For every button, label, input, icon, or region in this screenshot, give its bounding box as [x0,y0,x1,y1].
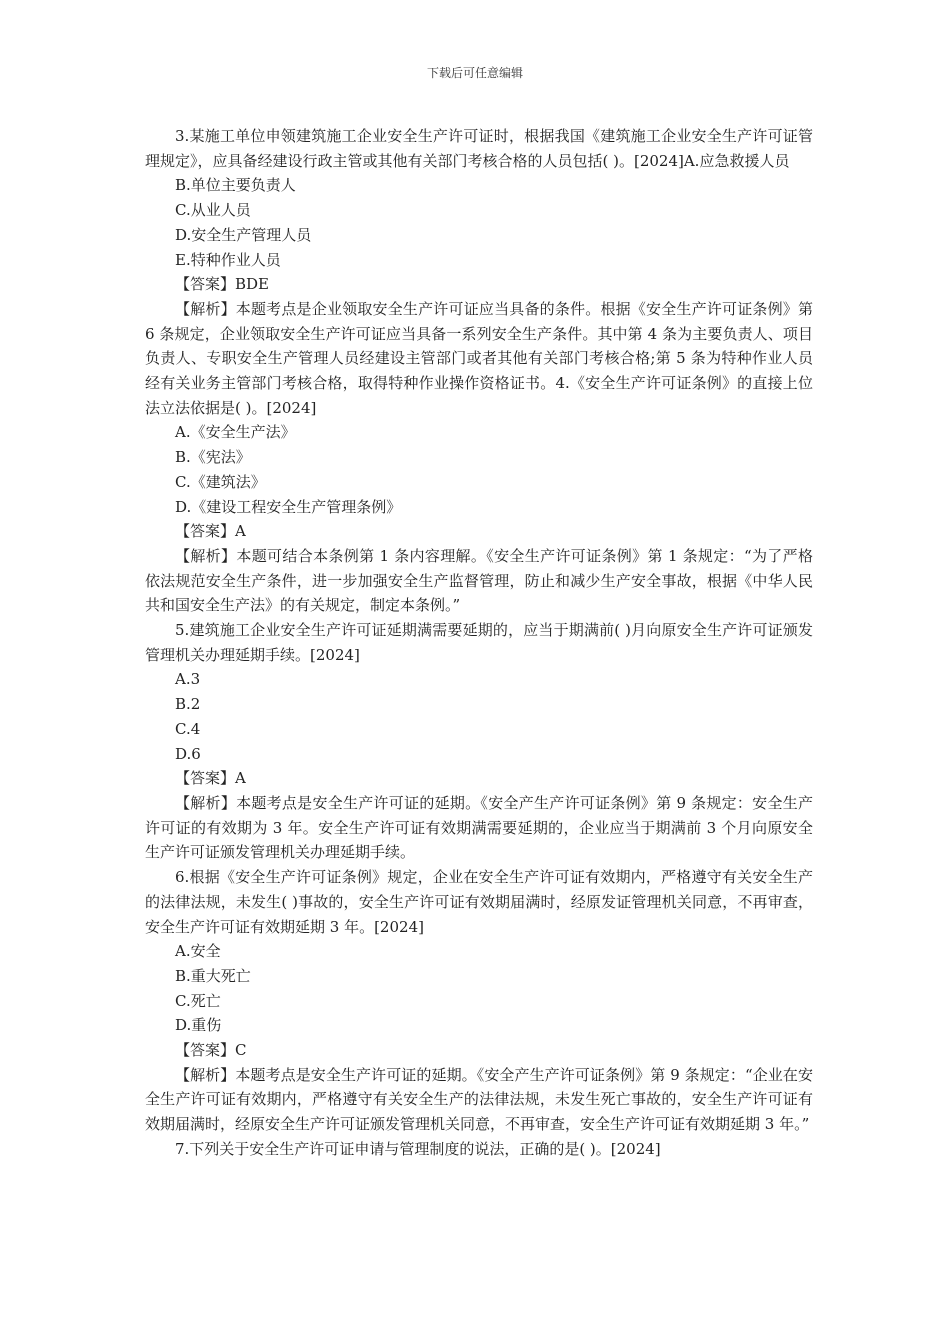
document-body [145,124,813,1162]
question-6-text: 6.根据《安全生产许可证条例》规定，企业在安全生产许可证有效期内，严格遵守有关安全生产的法律法规，未发生( )事故的，安全生产许可证有效期届满时，经原发证管理机关同意，不再审查，安全生产许可证有效期延期 3 年。[2024] [145,868,813,936]
q3-analysis: 【解析】本题考点是企业领取安全生产许可证应当具备的条件。根据《安全生产许可证条例》第 6 条规定，企业领取安全生产许可证应当具备一系列安全生产条件。其中第 4 条为主要负责人、项目负责人、专职安全生产管理人员经建设主管部门或者其他有关部门考核合格;第 5 条为特种作业人员经有关业务主管部门考核合格，取得特种作业操作资格证书。4.《安全生产许可证条例》的直接上位法立法依据是( )。[2024] [145,299,813,417]
q4-option-a: A.《安全生产法》 [175,423,296,442]
q3-answer: 【答案】BDE [175,275,269,294]
page-header: 下载后可任意编辑 [426,66,523,80]
q6-option-b: B.重大死亡 [175,966,251,985]
q4-option-c: C.《建筑法》 [175,472,266,491]
q5-option-b: B.2 [175,695,201,714]
q5-option-d: D.6 [175,744,201,763]
q5-option-c: C.4 [175,719,201,738]
q6-answer: 【答案】C [175,1041,247,1060]
q6-option-d: D.重伤 [175,1016,222,1035]
q6-analysis: 【解析】本题考点是安全生产许可证的延期。《安全产生产许可证条例》第 9 条规定：“企业在安全生产许可证有效期内，严格遵守有关安全生产的法律法规，未发生死亡事故的，安全生产许可证有效期届满时，经原安全生产许可证颁发管理机关同意，不再审查，安全生产许可证有效期延期 3 年。” [145,1065,813,1134]
q3-option-d: D.安全生产管理人员 [175,225,312,244]
q5-answer: 【答案】A [175,769,246,788]
question-7-text: 7.下列关于安全生产许可证申请与管理制度的说法，正确的是( )。[2024] [175,1139,661,1158]
question-3-text: 3.某施工单位申领建筑施工企业安全生产许可证时，根据我国《建筑施工企业安全生产许可证管理规定》，应具备经建设行政主管或其他有关部门考核合格的人员包括( )。[2024]A.应急救援人员 [145,127,813,170]
q5-analysis: 【解析】本题考点是安全生产许可证的延期。《安全产生产许可证条例》第 9 条规定：安全生产许可证的有效期为 3 年。安全生产许可证有效期满需要延期的，企业应当于期满前 3 个月向原安全生产许可证颁发管理机关办理延期手续。 [145,793,813,862]
q6-option-c: C.死亡 [175,991,221,1010]
q4-option-d: D.《建设工程安全生产管理条例》 [175,497,402,516]
q6-option-a: A.安全 [175,942,221,961]
question-5-text: 5.建筑施工企业安全生产许可证延期满需要延期的，应当于期满前( )月向原安全生产许可证颁发管理机关办理延期手续。[2024] [145,621,813,664]
q3-option-c: C.从业人员 [175,201,251,220]
q4-analysis: 【解析】本题可结合本条例第 1 条内容理解。《安全生产许可证条例》第 1 条规定：“为了严格依法规范安全生产条件，进一步加强安全生产监督管理，防止和减少生产安全事故，根据《中华人民共和国安全生产法》的有关规定，制定本条例。” [145,546,813,615]
q5-option-a: A.3 [175,670,201,689]
q3-option-b: B.单位主要负责人 [175,176,296,195]
q4-option-b: B.《宪法》 [175,448,251,467]
q3-option-e: E.特种作业人员 [175,250,281,269]
q4-answer: 【答案】A [175,522,246,541]
